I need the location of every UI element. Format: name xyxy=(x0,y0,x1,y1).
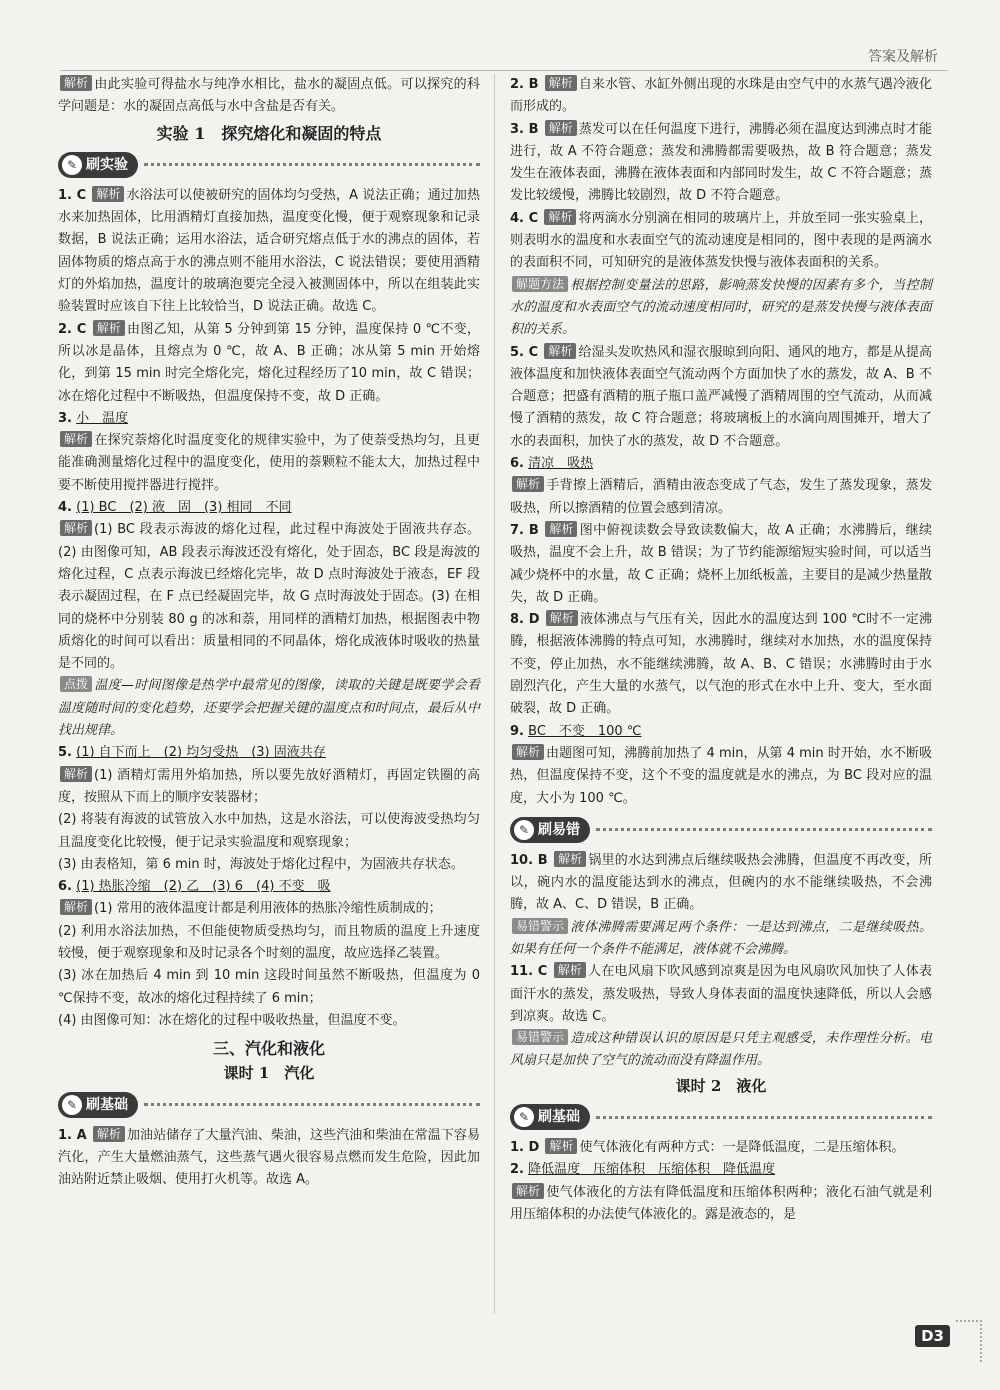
banner-label: 刷基础 xyxy=(86,1096,128,1113)
section-3-title: 三、汽化和液化 xyxy=(212,1039,325,1059)
question-number: 2. B xyxy=(510,77,539,92)
dotted-rule xyxy=(596,828,932,831)
analysis-tag: 解析 xyxy=(545,120,577,136)
analysis-tag: 解析 xyxy=(93,320,125,336)
analysis-text: 由题图可知，沸腾前加热了 4 min，从第 4 min 时开始，水不断吸热，但温度保持不变，这个不变的温度就是水的沸点，为 BC 段对应的温度，大小为 100 ℃。 xyxy=(510,745,932,806)
tip-text: 温度—时间图像是热学中最常见的图像，读取的关键是既要学会看温度随时间的变化趋势，还要学会把握关键的温度点和时间点，最后从中找出规律。 xyxy=(58,678,480,739)
pencil-icon: ✎ xyxy=(514,1107,534,1127)
section-banner-experiment xyxy=(58,151,480,179)
analysis-text: (2) 将装有海波的试管放入水中加热，这是水浴法，可以使海波受热均匀且温度变化比较慢，便于记录实验温度和观察现象； xyxy=(58,812,480,850)
question-5 xyxy=(58,742,480,876)
analysis-tag: 解析 xyxy=(544,343,576,359)
analysis-text: (2) 利用水浴法加热，不但能使物质受热均匀，而且物质的温度上升速度较慢，便于观察现象和及时记录各个时刻的温度，故应选择乙装置。 xyxy=(58,923,480,961)
answer-text: (1) 热胀冷缩 (2) 乙 (3) 6 (4) 不变 吸 xyxy=(76,879,331,895)
question-10 xyxy=(510,850,932,961)
question-8 xyxy=(510,609,932,720)
analysis-tag: 解析 xyxy=(60,520,92,536)
analysis-text: 给湿头发吹热风和湿衣服晾到向阳、通风的地方，都是从提高液体温度和加快液体表面空气流动两个方面加快了水的蒸发，故 A、B 不合题意；把盛有酒精的瓶子瓶口盖严减慢了酒精周围的空气流动，从而减慢了酒精的蒸发，故 C 符合题意；将玻璃板上的水滴向周围摊开，增大了水的表面积，加快了水的蒸发，故 D 不合题意。 xyxy=(510,344,932,449)
analysis-tag: 解析 xyxy=(554,962,586,978)
question-4 xyxy=(510,208,932,342)
analysis-tag: 解析 xyxy=(60,899,92,915)
left-column xyxy=(58,74,480,1192)
answer-text: 降低温度 压缩体积 压缩体积 降低温度 xyxy=(528,1162,776,1178)
lesson-1-title: 课时 1 汽化 xyxy=(223,1064,315,1083)
tip-text: 根据控制变量法的思路，影响蒸发快慢的因素有多个，当控制水的温度和水表面空气的流动速度相同时，研究的是蒸发快慢与液体表面积的关系。 xyxy=(510,277,932,338)
question-6 xyxy=(58,876,480,1032)
question-number: 5. xyxy=(58,745,72,761)
analysis-tag: 解析 xyxy=(60,766,92,782)
question-9 xyxy=(510,721,932,810)
banner-label: 刷易错 xyxy=(538,821,580,838)
analysis-text: (1) 酒精灯需用外焰加热，所以要先放好酒精灯，再固定铁圈的高度，按照从下而上的顺序安装器材； xyxy=(58,767,480,805)
question-1-liquefaction xyxy=(510,1137,932,1159)
intro-paragraph xyxy=(58,74,480,119)
tip-text: 液体沸腾需要满足两个条件：一是达到沸点，二是继续吸热。如果有任何一个条件不能满足，液体就不会沸腾。 xyxy=(510,919,932,957)
analysis-tag: 解析 xyxy=(60,75,92,91)
answer-text: BC 不变 100 ℃ xyxy=(528,723,642,739)
tip-tag: 易错警示 xyxy=(512,918,568,934)
tip-text: 造成这种错误认识的原因是只凭主观感受，未作理性分析。电风扇只是加快了空气的流动而没有降温作用。 xyxy=(510,1031,932,1069)
analysis-tag: 解析 xyxy=(512,476,544,492)
question-5 xyxy=(510,342,932,453)
analysis-text: 由图乙知，从第 5 分钟到第 15 分钟，温度保持 0 ℃不变，所以冰是晶体，且熔点为 0 ℃，故 A、B 正确；冰从第 5 min 开始熔化，到第 15 min 时完全熔化完，熔化过程经历了10 min，故 C 错误；冰在熔化过程中不断吸热，但温度保持不变，故 D 正确。 xyxy=(58,321,480,404)
page-number: D3 xyxy=(915,1325,950,1347)
analysis-tag: 解析 xyxy=(545,521,577,537)
question-number: 2. xyxy=(510,1162,524,1178)
question-number: 3. B xyxy=(510,121,539,137)
answer-text: 清凉 吸热 xyxy=(528,456,594,472)
question-7 xyxy=(510,520,932,609)
question-2-liquefaction xyxy=(510,1159,932,1226)
analysis-text: 自来水管、水缸外侧出现的水珠是由空气中的水蒸气遇冷液化而形成的。 xyxy=(510,77,932,115)
intro-text: 由此实验可得盐水与纯净水相比，盐水的凝固点低。可以探究的科学问题是：水的凝固点高低与水中含盐是否有关。 xyxy=(58,77,480,115)
answer-text: (1) BC (2) 液 固 (3) 相同 不同 xyxy=(76,500,292,516)
analysis-text: (3) 冰在加热后 4 min 到 10 min 这段时间虽然不断吸热，但温度为 0 ℃保持不变，故冰的熔化过程持续了 6 min； xyxy=(58,968,480,1006)
experiment-1-title: 实验 1 探究熔化和凝固的特点 xyxy=(156,123,382,143)
analysis-text: 使气体液化有两种方式：一是降低温度，二是压缩体积。 xyxy=(579,1140,905,1156)
pencil-icon: ✎ xyxy=(514,820,534,840)
analysis-tag: 解析 xyxy=(512,744,544,760)
question-2 xyxy=(510,74,932,119)
question-number: 8. D xyxy=(510,612,540,628)
dotted-rule xyxy=(144,163,480,166)
question-1-basics xyxy=(58,1125,480,1192)
banner-label: 刷基础 xyxy=(538,1108,580,1125)
tip-tag: 点拨 xyxy=(60,676,92,692)
section-banner-mistakes xyxy=(510,816,932,844)
section-banner-basics-2 xyxy=(510,1103,932,1131)
corner-dotted-decoration xyxy=(956,1320,982,1362)
analysis-text: (1) BC 段表示海波的熔化过程，此过程中海波处于固液共存态。(2) 由图像可知，AB 段表示海波还没有熔化，处于固态，BC 段是海波的熔化过程，C 点表示海波已经熔化完毕，故 D 点时海波处于液态，EF 段表示凝固过程，在 F 点已经凝固完毕，故 G 点时海波处于固态。(3) 在相同的烧杯中分别装 80 g 的冰和萘，用同样的酒精灯加热，根据图表中物质熔化的时间可以看出：质量相同的不同晶体，熔化成液体时吸收的热量是不同的。 xyxy=(58,522,480,672)
pencil-icon: ✎ xyxy=(62,1095,82,1115)
question-number: 10. B xyxy=(510,852,548,868)
right-column xyxy=(510,74,932,1226)
tip-tag: 解题方法 xyxy=(512,276,568,292)
question-number: 1. D xyxy=(510,1140,540,1156)
question-3 xyxy=(510,119,932,208)
question-4 xyxy=(58,497,480,742)
question-number: 5. C xyxy=(510,344,539,360)
analysis-tag: 解析 xyxy=(554,851,586,867)
question-11 xyxy=(510,961,932,1072)
answer-text: 小 温度 xyxy=(76,410,129,426)
analysis-text: 锅里的水达到沸点后继续吸热会沸腾，但温度不再改变，所以，碗内水的温度能达到水的沸点，但碗内的水不能继续吸热，不会沸腾，故 A、C、D 错误，B 正确。 xyxy=(510,852,932,913)
analysis-text: 液体沸点与气压有关，因此水的温度达到 100 ℃时不一定沸腾，根据液体沸腾的特点可知，水沸腾时，继续对水加热，水的温度保持不变，停止加热，水不能继续沸腾，故 A、B、C 错误；水沸腾时由于水剧烈汽化，产生大量的水蒸气，以气泡的形式在水中上升、变大，至水面破裂，故 D 正确。 xyxy=(510,612,932,717)
analysis-text: 在探究萘熔化时温度变化的规律实验中，为了使萘受热均匀，且更能准确测量熔化过程中的温度变化，使用的萘颗粒不能太大，加热过程中要不断使用搅拌器进行搅拌。 xyxy=(58,433,480,493)
analysis-tag: 解析 xyxy=(512,1183,544,1199)
question-number: 4. C xyxy=(510,210,539,226)
section-banner-basics xyxy=(58,1091,480,1119)
question-1 xyxy=(58,185,480,319)
analysis-text: (3) 由表格知，第 6 min 时，海波处于熔化过程中，为固液共存状态。 xyxy=(58,856,464,872)
lesson-2-title: 课时 2 液化 xyxy=(675,1076,767,1095)
question-6 xyxy=(510,453,932,520)
analysis-text: 将两滴水分别滴在相同的玻璃片上，并放至同一张实验桌上，则表明水的温度和水表面空气的流动速度是相同的，图中表现的是两滴水的表面积不同，可知研究的是液体蒸发快慢与液体表面积的关系。 xyxy=(510,210,932,271)
question-number: 1. A xyxy=(58,1127,87,1143)
question-3 xyxy=(58,408,480,497)
question-number: 3. xyxy=(58,410,72,426)
question-number: 6. xyxy=(58,879,72,895)
analysis-tag: 解析 xyxy=(545,75,577,91)
analysis-text: 手背擦上酒精后，酒精由液态变成了气态，发生了蒸发现象，蒸发吸热，所以擦酒精的位置会感到清凉。 xyxy=(510,478,932,516)
analysis-text: (1) 常用的液体温度计都是利用液体的热胀冷缩性质制成的； xyxy=(94,901,442,917)
analysis-tag: 解析 xyxy=(93,1126,125,1142)
question-number: 2. C xyxy=(58,321,87,337)
question-number: 7. B xyxy=(510,522,539,538)
question-number: 9. xyxy=(510,723,524,739)
tip-tag: 易错警示 xyxy=(512,1029,568,1045)
analysis-text: 图中俯视读数会导致读数偏大，故 A 正确；水沸腾后，继续吸热，温度不会上升，故 B 错误；为了节约能源缩短实验时间，可以适当减少烧杯中的水量，故 C 正确；烧杯上加纸板盖，主要目的是减少热量散失，故 D 正确。 xyxy=(510,522,932,605)
analysis-tag: 解析 xyxy=(545,1138,577,1154)
answer-text: (1) 自下而上 (2) 均匀受热 (3) 固液共存 xyxy=(76,745,326,761)
analysis-text: 使气体液化的方法有降低温度和压缩体积两种；液化石油气就是利用压缩体积的办法使气体液化的。露是液态的，是 xyxy=(510,1184,932,1222)
question-number: 11. C xyxy=(510,964,548,980)
analysis-text: 人在电风扇下吹风感到凉爽是因为电风扇吹风加快了人体表面汗水的蒸发，蒸发吸热，导致人身体表面的温度快速降低，所以人会感到凉爽。故选 C。 xyxy=(510,964,932,1024)
banner-label: 刷实验 xyxy=(86,156,128,173)
analysis-text: (4) 由图像可知：冰在熔化的过程中吸收热量，但温度不变。 xyxy=(58,1012,406,1028)
question-number: 6. xyxy=(510,456,524,472)
analysis-tag: 解析 xyxy=(546,610,578,626)
header-right-label: 答案及解析 xyxy=(868,49,938,65)
question-number: 4. xyxy=(58,500,72,516)
analysis-text: 加油站储存了大量汽油、柴油，这些汽油和柴油在常温下容易汽化，产生大量燃油蒸气，这些蒸气遇火很容易点燃而发生危险，因此加油站附近禁止吸烟、使用打火机等。故选 A。 xyxy=(58,1127,480,1188)
header-rule xyxy=(60,70,948,71)
question-2 xyxy=(58,319,480,408)
analysis-text: 蒸发可以在任何温度下进行，沸腾必须在温度达到沸点时才能进行，故 A 不符合题意；蒸发和沸腾都需要吸热，故 B 符合题意；蒸发发生在液体表面，沸腾在液体表面和内部同时发生，故 C 不符合题意；蒸发比较缓慢，沸腾比较剧烈，故 D 不符合题意。 xyxy=(510,121,932,204)
pencil-icon: ✎ xyxy=(62,155,82,175)
dotted-rule xyxy=(596,1116,932,1119)
analysis-tag: 解析 xyxy=(60,431,92,447)
dotted-rule xyxy=(144,1103,480,1106)
analysis-text: 水浴法可以使被研究的固体均匀受热，A 说法正确；通过加热水来加热固体，比用酒精灯直接加热，温度变化慢，便于观察现象和记录数据，B 说法正确；运用水浴法，适合研究熔点低于水的沸点的固体，若固体物质的熔点高于水的沸点则不能用水浴法，C 说法错误；要使用酒精灯的外焰加热，温度计的玻璃泡要完全浸入被测固体中，所以在组装此实验装置时应该自下往上比较恰当，D 说法正确。故选 C。 xyxy=(58,187,480,315)
question-number: 1. C xyxy=(58,187,87,203)
analysis-tag: 解析 xyxy=(92,186,124,202)
analysis-tag: 解析 xyxy=(544,209,576,225)
column-divider xyxy=(494,74,495,1314)
